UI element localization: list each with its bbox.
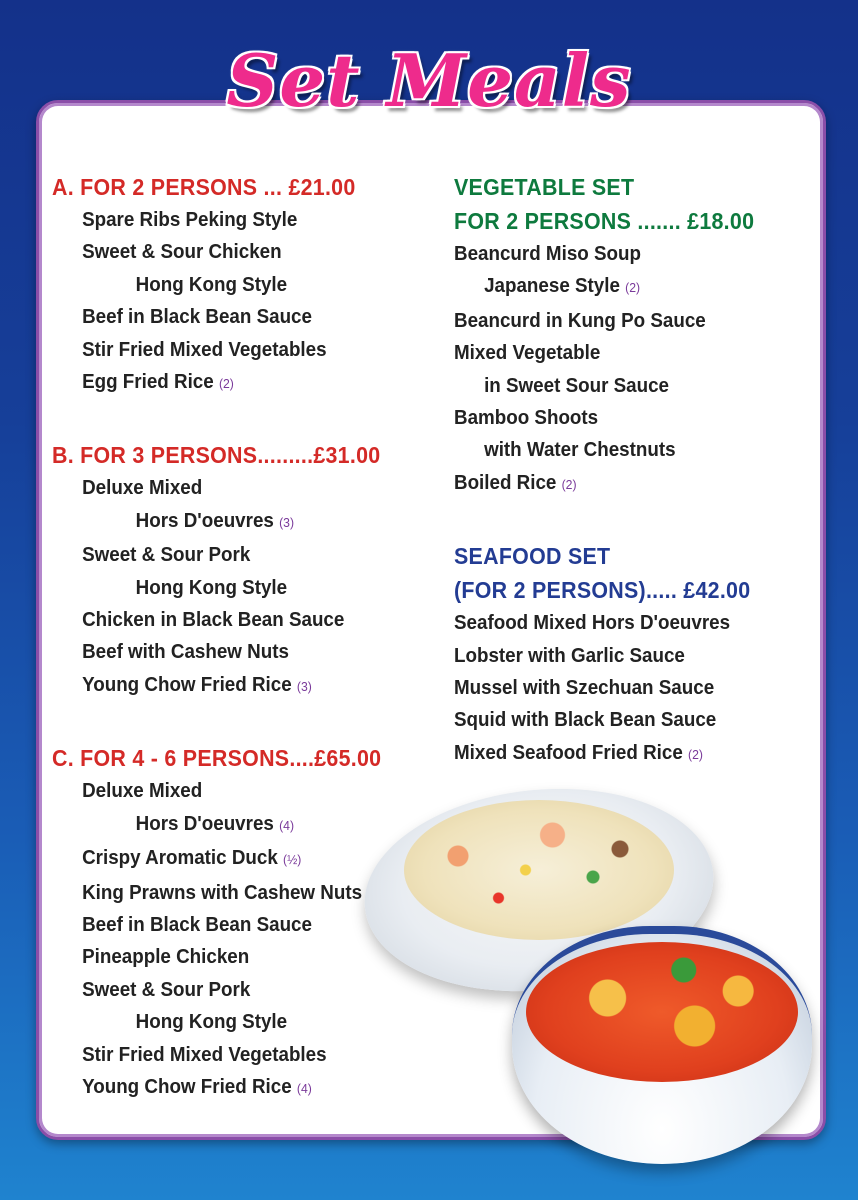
seafood-set-heading: SEAFOOD SET (454, 543, 611, 570)
menu-item (52, 334, 390, 366)
menu-item-text: Beef in Black Bean Sauce (82, 913, 312, 936)
set-a-heading: A. FOR 2 PERSONS ... £21.00 (52, 174, 356, 200)
menu-item-text: Beancurd Miso Soup (454, 243, 641, 265)
menu-item (52, 472, 390, 504)
menu-item (52, 669, 390, 703)
menu-item (52, 1039, 390, 1071)
seafood-set-price: (FOR 2 PERSONS)..... £42.00 (454, 577, 751, 604)
menu-item-text: Sweet & Sour Pork (82, 978, 251, 1001)
menu-item (454, 238, 802, 270)
menu-item (52, 1006, 390, 1038)
menu-item-text: Mussel with Szechuan Sauce (454, 677, 715, 700)
set-c-items (52, 775, 412, 1105)
seafood-set-items (454, 607, 824, 771)
menu-item-text: Hong Kong Style (135, 1011, 288, 1034)
menu-item-text: Squid with Black Bean Sauce (454, 709, 717, 732)
vegetable-set-price: FOR 2 PERSONS ....... £18.00 (454, 208, 755, 234)
menu-item (52, 204, 390, 236)
portion-note: (3) (296, 678, 312, 694)
menu-item (52, 974, 390, 1006)
menu-item-text: Mixed Vegetable (454, 342, 601, 365)
right-column (454, 170, 824, 771)
menu-item (52, 505, 390, 539)
menu-item (52, 301, 390, 333)
menu-item-text: Boiled Rice (454, 471, 557, 494)
page-title: Set Meals (226, 38, 632, 123)
menu-item-text: Spare Ribs Peking Style (82, 209, 298, 231)
menu-item-text: with Water Chestnuts (484, 439, 676, 462)
fried-rice-image (404, 800, 674, 940)
portion-note: (2) (561, 476, 577, 492)
menu-item-text: Japanese Style (484, 275, 620, 298)
menu-item-text: Seafood Mixed Hors D'oeuvres (454, 612, 731, 635)
menu-item-text: Lobster with Garlic Sauce (454, 644, 685, 667)
portion-note: (2) (218, 376, 234, 392)
menu-item (52, 269, 390, 301)
menu-item (52, 808, 390, 842)
menu-item-text: Stir Fried Mixed Vegetables (82, 338, 327, 361)
menu-item (454, 305, 802, 337)
menu-item-text: Sweet & Sour Pork (82, 544, 251, 567)
menu-item (52, 842, 390, 876)
menu-item-text: Young Chow Fried Rice (82, 673, 292, 696)
menu-item (454, 337, 802, 369)
menu-item (454, 467, 802, 501)
vegetable-set-heading: VEGETABLE SET (454, 174, 635, 200)
menu-item-text: Stir Fried Mixed Vegetables (82, 1043, 327, 1066)
menu-item (454, 704, 802, 736)
menu-item-text: Beef in Black Bean Sauce (82, 306, 312, 329)
menu-item-text: Sweet & Sour Chicken (82, 241, 282, 264)
menu-item (454, 270, 802, 304)
menu-item (52, 572, 390, 604)
menu-item-text: Hong Kong Style (135, 576, 288, 599)
menu-item (454, 737, 802, 771)
set-a-items (52, 204, 412, 400)
portion-note: (4) (296, 1080, 312, 1096)
menu-item-text: King Prawns with Cashew Nuts (82, 881, 363, 904)
menu-item-text: Beancurd in Kung Po Sauce (454, 309, 706, 332)
menu-item-text: Mixed Seafood Fried Rice (454, 741, 683, 764)
menu-item (454, 402, 802, 434)
portion-note: (2) (625, 280, 641, 296)
menu-item-text: Egg Fried Rice (82, 371, 214, 394)
menu-item-text: Crispy Aromatic Duck (82, 847, 278, 870)
menu-item (52, 941, 390, 973)
menu-item (52, 236, 390, 268)
set-b-heading: B. FOR 3 PERSONS.........£31.00 (52, 442, 381, 469)
menu-item (454, 434, 802, 466)
menu-item (454, 607, 802, 639)
menu-item-text: Chicken in Black Bean Sauce (82, 609, 345, 632)
menu-item-text: Young Chow Fried Rice (82, 1075, 292, 1098)
menu-item (52, 636, 390, 668)
menu-item-text: in Sweet Sour Sauce (484, 374, 670, 397)
menu-item-text: Bamboo Shoots (454, 407, 599, 430)
set-b-items (52, 472, 412, 703)
menu-item (454, 672, 802, 704)
menu-item-text: Beef with Cashew Nuts (82, 641, 289, 664)
menu-item (52, 909, 390, 941)
menu-item (52, 1071, 390, 1105)
sweet-sour-dish-image (526, 942, 798, 1082)
left-column (52, 170, 412, 1105)
menu-item-text: Pineapple Chicken (82, 946, 250, 969)
menu-item (454, 370, 802, 402)
menu-item (52, 366, 390, 400)
menu-item-text: Hors D'oeuvres (135, 509, 274, 532)
menu-item (52, 877, 390, 909)
menu-item-text: Deluxe Mixed (82, 780, 203, 803)
menu-item (52, 604, 390, 636)
portion-note: (4) (279, 817, 295, 833)
menu-item-text: Hors D'oeuvres (135, 812, 274, 835)
menu-item-text: Hong Kong Style (135, 273, 288, 296)
menu-item (454, 640, 802, 672)
set-c-heading: C. FOR 4 - 6 PERSONS....£65.00 (52, 745, 382, 772)
menu-item (52, 775, 390, 807)
menu-item (52, 539, 390, 571)
portion-note: (½) (283, 852, 302, 868)
menu-item-text: Deluxe Mixed (82, 477, 203, 500)
portion-note: (3) (279, 514, 295, 530)
vegetable-set-items (454, 238, 824, 501)
portion-note: (2) (688, 746, 703, 762)
